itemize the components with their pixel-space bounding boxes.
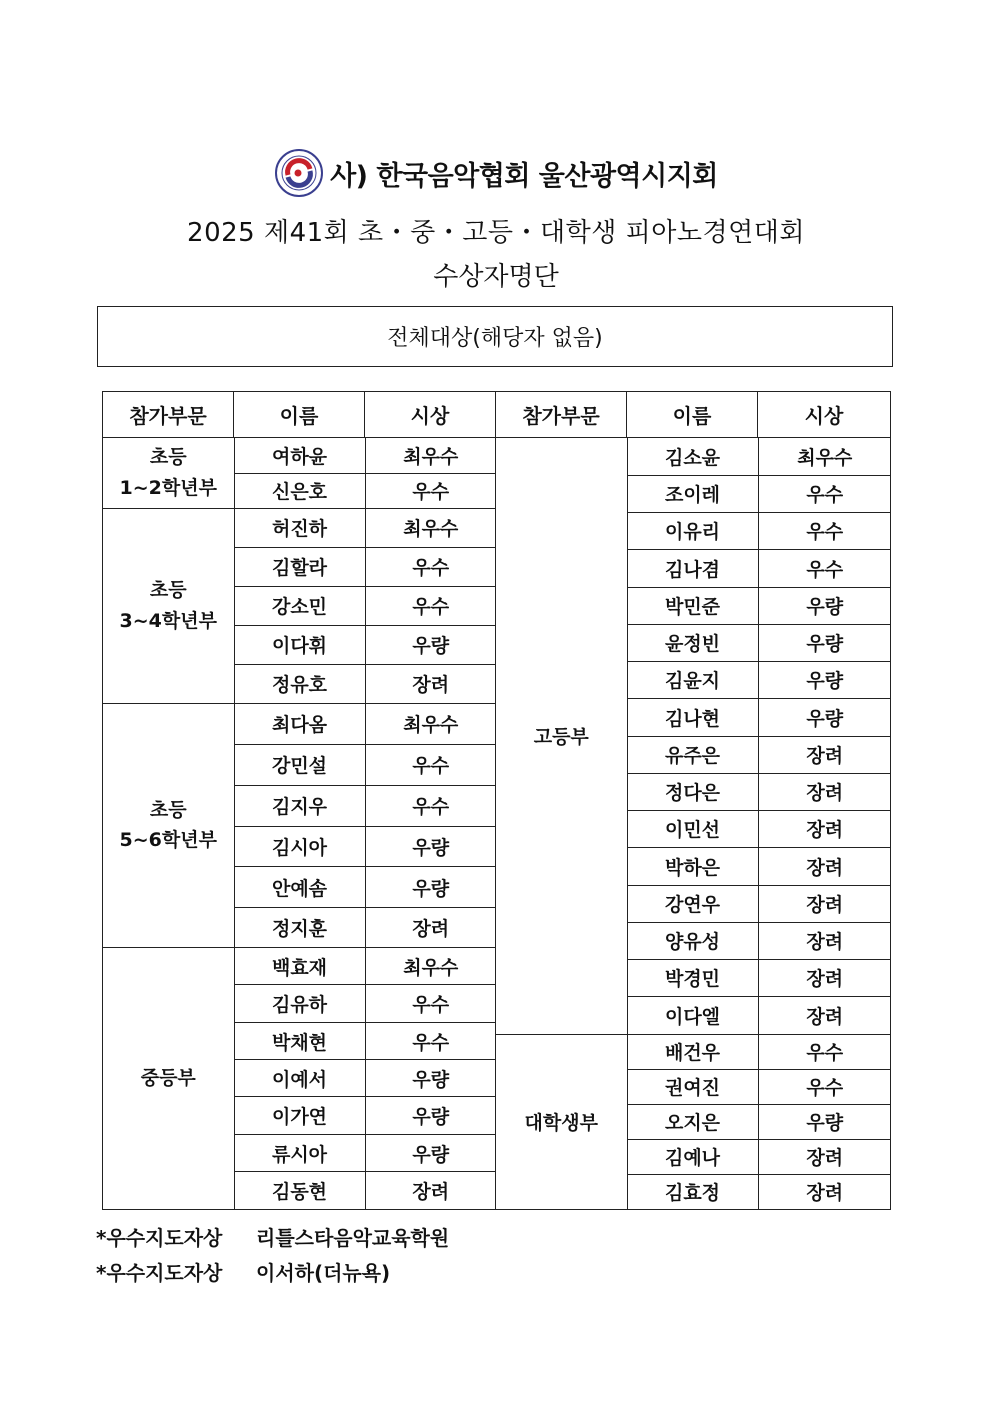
award-level: 우량 [365, 1060, 496, 1097]
award-level: 우수 [758, 1034, 891, 1069]
award-level: 우수 [365, 744, 496, 785]
winner-name: 김유하 [234, 985, 365, 1023]
winner-name: 윤정빈 [627, 624, 758, 661]
winner-name: 정유호 [234, 664, 365, 703]
award-level: 우수 [758, 549, 891, 587]
award-level: 최우수 [758, 438, 891, 475]
division-cell: 고등부 [496, 438, 627, 1034]
grand-prize-text: 전체대상(해당자 없음) [387, 326, 603, 351]
division-cell [103, 438, 234, 508]
competition-title: 2025 제41회 초・중・고등・대학생 피아노경연대회 [187, 218, 805, 248]
award-level: 장려 [758, 773, 891, 810]
winner-name: 유주은 [627, 736, 758, 773]
header-award: 시상 [758, 392, 891, 438]
winner-name: 김나겸 [627, 549, 758, 587]
winner-name: 김윤지 [627, 661, 758, 698]
division-grade: 1~2학년부 [119, 476, 217, 499]
winner-name: 이유리 [627, 512, 758, 549]
division-grade: 5~6학년부 [119, 829, 217, 852]
instructor-awards [96, 1222, 449, 1292]
division-label: 초등 [149, 799, 187, 822]
award-level: 우수 [758, 512, 891, 549]
division-cell: 대학생부 [496, 1034, 627, 1209]
award-level: 장려 [365, 664, 496, 703]
winner-name: 김효정 [627, 1174, 758, 1209]
winner-name: 정다은 [627, 773, 758, 810]
winner-name: 이다엘 [627, 996, 758, 1034]
award-level: 장려 [365, 908, 496, 948]
award-level: 우량 [365, 1135, 496, 1172]
instructor-award-value: 리틀스타음악교육학원 [256, 1226, 450, 1250]
table-row [103, 508, 496, 547]
winner-name: 여하윤 [234, 438, 365, 473]
winner-name: 배건우 [627, 1034, 758, 1069]
left-table [103, 438, 496, 1210]
award-level: 장려 [758, 885, 891, 922]
award-level: 우량 [365, 625, 496, 664]
division-label: 중등부 [140, 1067, 196, 1090]
instructor-award-label: *우수지도자상 [96, 1261, 223, 1285]
award-level: 우량 [758, 661, 891, 698]
association-logo-icon [274, 148, 324, 198]
table-row [103, 703, 496, 744]
award-level: 우수 [365, 985, 496, 1023]
winner-name: 류시아 [234, 1135, 365, 1172]
winner-name: 김지우 [234, 785, 365, 826]
winner-name: 양유성 [627, 922, 758, 959]
winner-name: 허진하 [234, 508, 365, 547]
winner-name: 이민선 [627, 810, 758, 847]
organization-name: 사) 한국음악협회 울산광역시지회 [330, 160, 718, 192]
winner-name: 김예나 [627, 1139, 758, 1174]
header-award: 시상 [365, 392, 496, 438]
award-level: 장려 [365, 1172, 496, 1209]
award-level: 우수 [758, 1069, 891, 1104]
award-level: 우수 [758, 475, 891, 512]
award-level: 장려 [758, 847, 891, 885]
winner-name: 이가연 [234, 1097, 365, 1135]
division-cell [103, 508, 234, 703]
award-level: 우량 [758, 624, 891, 661]
table-row [496, 438, 891, 475]
award-level: 우량 [365, 866, 496, 907]
winner-name: 강소민 [234, 586, 365, 625]
instructor-award-1 [96, 1222, 449, 1257]
award-level: 장려 [758, 1139, 891, 1174]
award-level: 우수 [365, 547, 496, 586]
award-level: 우수 [365, 586, 496, 625]
award-level: 장려 [758, 810, 891, 847]
winner-name: 박채현 [234, 1023, 365, 1060]
winner-name: 조이레 [627, 475, 758, 512]
division-label: 초등 [149, 446, 187, 469]
instructor-award-label: *우수지도자상 [96, 1226, 223, 1250]
table-row [103, 948, 496, 985]
winner-name: 김소윤 [627, 438, 758, 475]
right-table [496, 438, 891, 1210]
winner-name: 정지훈 [234, 908, 365, 948]
award-level: 최우수 [365, 948, 496, 985]
header-row [103, 392, 891, 438]
award-level: 우량 [365, 1097, 496, 1135]
winner-name: 오지은 [627, 1104, 758, 1139]
winner-name: 백효재 [234, 948, 365, 985]
award-level: 우량 [758, 1104, 891, 1139]
award-level: 장려 [758, 959, 891, 996]
right-results-table [496, 438, 891, 1209]
winner-name: 안예솜 [234, 866, 365, 907]
award-level: 장려 [758, 736, 891, 773]
award-level: 우수 [365, 473, 496, 508]
winner-name: 김시아 [234, 826, 365, 866]
winner-name: 강민설 [234, 744, 365, 785]
award-level: 장려 [758, 922, 891, 959]
division-cell [103, 948, 234, 1209]
table-row [496, 1034, 891, 1069]
winner-name: 김할라 [234, 547, 365, 586]
division-label: 초등 [149, 579, 187, 602]
left-results-table [103, 438, 496, 1209]
division-cell [103, 703, 234, 947]
winner-name: 김동현 [234, 1172, 365, 1209]
award-level: 우수 [365, 785, 496, 826]
winner-name: 최다옴 [234, 703, 365, 744]
header-division: 참가부문 [496, 392, 627, 438]
award-level: 우량 [758, 698, 891, 736]
award-level: 우량 [758, 587, 891, 624]
header-name: 이름 [234, 392, 365, 438]
grand-prize-box [97, 306, 893, 367]
award-level: 장려 [758, 1174, 891, 1209]
winner-name: 신은호 [234, 473, 365, 508]
award-level: 장려 [758, 996, 891, 1034]
winner-name: 권여진 [627, 1069, 758, 1104]
winner-name: 박민준 [627, 587, 758, 624]
instructor-award-value: 이서하(더뉴욕) [256, 1261, 391, 1285]
winner-name: 박경민 [627, 959, 758, 996]
award-level: 우수 [365, 1023, 496, 1060]
table-row [103, 438, 496, 473]
award-level: 최우수 [365, 438, 496, 473]
header-division: 참가부문 [103, 392, 234, 438]
division-grade: 3~4학년부 [119, 609, 217, 632]
results-table [102, 391, 891, 1210]
winner-name: 박하은 [627, 847, 758, 885]
award-level: 우량 [365, 826, 496, 866]
winner-name: 김나현 [627, 698, 758, 736]
award-level: 최우수 [365, 508, 496, 547]
organization-header [0, 148, 992, 198]
winner-name: 이예서 [234, 1060, 365, 1097]
winner-name: 이다휘 [234, 625, 365, 664]
winner-name: 강연우 [627, 885, 758, 922]
winners-list-title: 수상자명단 [433, 262, 559, 292]
instructor-award-2 [96, 1257, 449, 1292]
award-level: 최우수 [365, 703, 496, 744]
header-name: 이름 [627, 392, 758, 438]
